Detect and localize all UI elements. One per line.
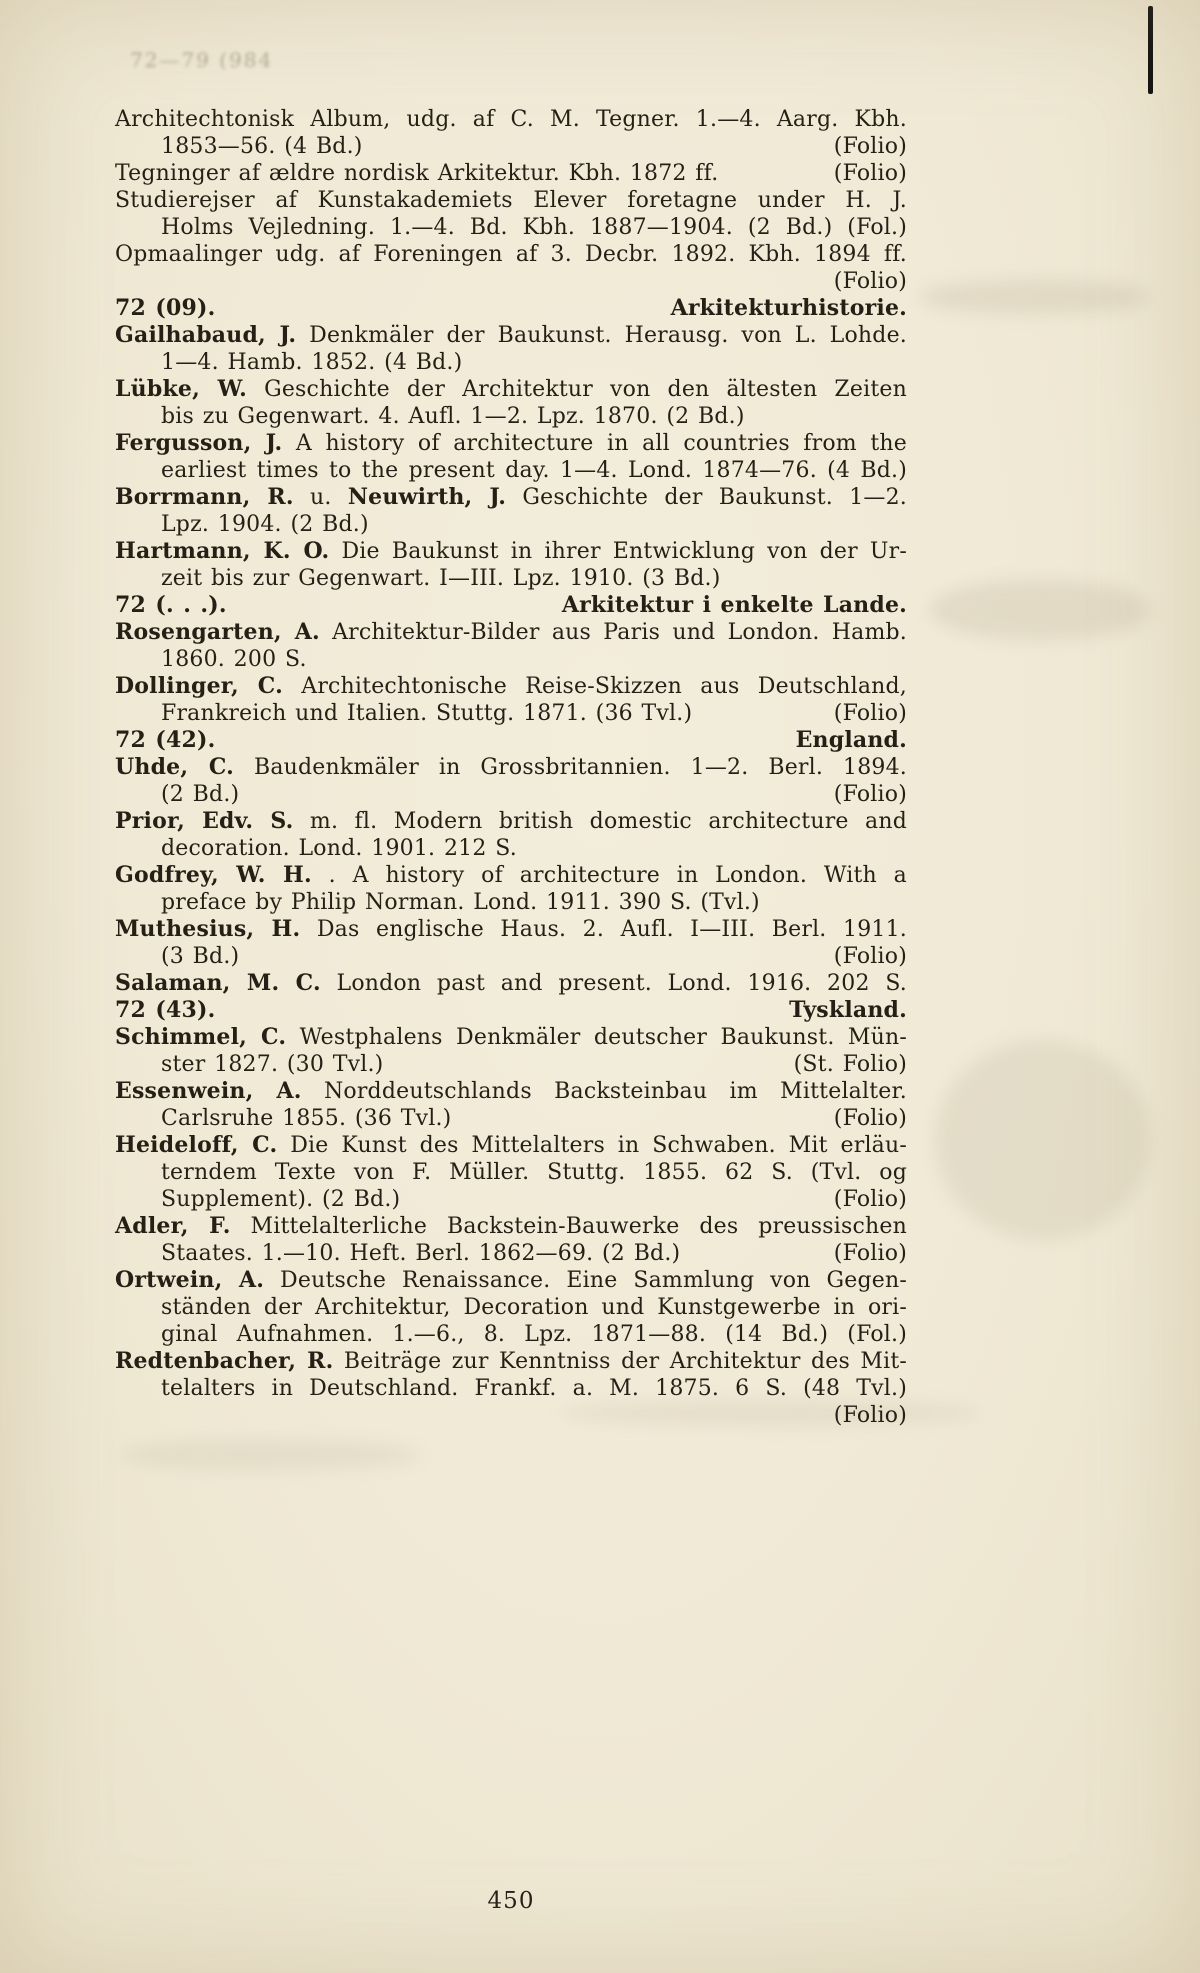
- line-main: [115, 620, 907, 645]
- line-main: [115, 863, 907, 888]
- entry-line: [115, 430, 907, 457]
- entry-line: [115, 160, 907, 187]
- entry-text: Geschichte der Architektur von den ältesten Zeiten: [247, 377, 908, 402]
- entry-line: [115, 1213, 907, 1240]
- line-main: [161, 943, 239, 970]
- entry-line: [115, 187, 907, 214]
- line-main: [161, 836, 517, 861]
- bleedthrough-mark: [935, 1040, 1150, 1240]
- author-name: Fergusson, J.: [115, 430, 283, 456]
- line-main: [161, 700, 692, 727]
- entry-line: [115, 970, 907, 997]
- entry-line: [115, 1051, 907, 1078]
- author-name: Salaman, M. C.: [115, 970, 321, 996]
- bleedthrough-mark: [120, 1440, 420, 1470]
- line-main: [161, 404, 745, 429]
- section-heading-row: [115, 295, 907, 322]
- line-main: [115, 1133, 907, 1158]
- folio-note: (Folio): [833, 134, 907, 159]
- entry-line: [115, 943, 907, 970]
- entry-text: Beiträge zur Kenntniss der Architektur des Mit-: [333, 1349, 907, 1374]
- entry-line: [115, 268, 907, 295]
- section-title: Tyskland.: [789, 997, 907, 1023]
- entry-line: [115, 1159, 907, 1186]
- line-main: [161, 1051, 383, 1078]
- entry-text: Norddeutschlands Backsteinbau im Mittelalter.: [301, 1079, 907, 1104]
- author-name: Adler, F.: [115, 1213, 231, 1239]
- entry-text: ster 1827. (30 Tvl.): [161, 1052, 384, 1077]
- line-main: [115, 295, 215, 322]
- line-main: [115, 242, 907, 267]
- entry-line: [115, 484, 907, 511]
- entry-text: A history of architecture in all countries from the: [282, 431, 908, 456]
- author-name: Neuwirth, J.: [347, 484, 507, 510]
- entry-line: [115, 1294, 907, 1321]
- line-main: [161, 566, 721, 591]
- entry-line: [115, 376, 907, 403]
- bleedthrough-text: 72—79 (984: [129, 48, 274, 72]
- entry-text: (2 Bd.): [161, 782, 240, 807]
- line-main: [115, 323, 907, 348]
- folio-note: (Folio): [833, 161, 907, 186]
- line-main: [115, 431, 907, 456]
- entry-text: (3 Bd.): [161, 944, 240, 969]
- entry-line: [115, 133, 907, 160]
- line-main: [115, 107, 907, 132]
- author-name: Heideloff, C.: [115, 1132, 278, 1158]
- entry-line: [115, 1240, 907, 1267]
- entry-text: . A history of architecture in London. With a: [311, 863, 907, 888]
- author-name: Muthesius, H.: [115, 916, 301, 942]
- line-main: [161, 512, 369, 537]
- entry-line: [115, 754, 907, 781]
- line-main: [161, 1240, 680, 1267]
- entry-line: [115, 322, 907, 349]
- section-title: Arkitektur i enkelte Lande.: [561, 592, 907, 618]
- line-main: [161, 1322, 907, 1347]
- entry-line: [115, 511, 907, 538]
- entry-text: Lpz. 1904. (2 Bd.): [161, 512, 369, 537]
- entry-text: Holms Vejledning. 1.—4. Bd. Kbh. 1887—1904. (2 Bd.) (Fol.): [161, 215, 907, 240]
- entry-line: [115, 1348, 907, 1375]
- entry-line: [115, 106, 907, 133]
- entry-text: zeit bis zur Gegenwart. I—III. Lpz. 1910. (3 Bd.): [161, 566, 721, 591]
- author-name: Gailhabaud, J.: [115, 322, 297, 348]
- line-main: [115, 674, 907, 699]
- line-main: [115, 997, 215, 1024]
- entry-text: ständen der Architektur, Decoration und Kunstgewerbe in ori-: [161, 1295, 907, 1320]
- entry-text: Mittelalterliche Backstein-Bauwerke des preussischen: [230, 1214, 907, 1239]
- entry-text: Die Kunst des Mittelalters in Schwaben. Mit erläu-: [277, 1133, 907, 1158]
- entry-text: m. fl. Modern british domestic architecture and: [293, 809, 908, 834]
- entry-line: [115, 457, 907, 484]
- section-heading-row: [115, 997, 907, 1024]
- entry-text: London past and present. Lond. 1916. 202 S.: [320, 971, 908, 996]
- line-main: [161, 1105, 451, 1132]
- author-name: Lübke, W.: [115, 376, 248, 402]
- line-main: [161, 890, 760, 915]
- entry-text: Die Baukunst in ihrer Entwicklung von der Ur-: [329, 539, 907, 564]
- entry-text: telalters in Deutschland. Frankf. a. M. 1875. 6 S. (48 Tvl.): [161, 1376, 907, 1401]
- line-main: [161, 458, 907, 483]
- entry-text: Frankreich und Italien. Stuttg. 1871. (36 Tvl.): [161, 701, 693, 726]
- entry-text: Architechtonische Reise-Skizzen aus Deutschland,: [282, 674, 907, 699]
- author-name: Prior, Edv. S.: [115, 808, 294, 834]
- classification-number: 72 (43).: [115, 997, 216, 1023]
- entry-line: [115, 1078, 907, 1105]
- author-name: Hartmann, K. O.: [115, 538, 330, 564]
- author-name: Borrmann, R.: [115, 484, 294, 510]
- entry-line: [115, 1024, 907, 1051]
- entry-line: [115, 808, 907, 835]
- line-main: [161, 215, 907, 240]
- folio-note: (Folio): [833, 1187, 907, 1212]
- entry-line: [115, 403, 907, 430]
- line-main: [161, 1295, 907, 1320]
- bleedthrough-mark: [930, 580, 1150, 640]
- entry-line: [115, 916, 907, 943]
- entry-line: [115, 1402, 907, 1429]
- author-name: Schimmel, C.: [115, 1024, 287, 1050]
- page-number: 450: [487, 1888, 535, 1914]
- entry-text: Baudenkmäler in Grossbritannien. 1—2. Berl. 1894.: [234, 755, 907, 780]
- author-name: Redtenbacher, R.: [115, 1348, 334, 1374]
- entry-line: [115, 1267, 907, 1294]
- entry-line: [115, 673, 907, 700]
- author-name: Essenwein, A.: [115, 1078, 302, 1104]
- bleedthrough-mark: [920, 280, 1150, 314]
- entry-line: [115, 349, 907, 376]
- author-name: Uhde, C.: [115, 754, 235, 780]
- line-main: [115, 485, 907, 510]
- entry-line: [115, 538, 907, 565]
- entry-line: [115, 781, 907, 808]
- author-name: Dollinger, C.: [115, 673, 283, 699]
- entry-text: 1—4. Hamb. 1852. (4 Bd.): [161, 350, 463, 375]
- entry-line: [115, 700, 907, 727]
- line-main: [161, 1186, 400, 1213]
- line-main: [115, 971, 907, 996]
- entry-line: [115, 1375, 907, 1402]
- line-main: [115, 1268, 907, 1293]
- entry-line: [115, 835, 907, 862]
- entry-line: [115, 565, 907, 592]
- line-main: [115, 539, 907, 564]
- line-main: [161, 1160, 907, 1185]
- entry-text: Architektur-Bilder aus Paris und London. Hamb.: [319, 620, 907, 645]
- line-main: [161, 1376, 907, 1401]
- entry-text: 1860. 200 S.: [161, 647, 307, 672]
- entry-line: [115, 241, 907, 268]
- entry-text: bis zu Gegenwart. 4. Aufl. 1—2. Lpz. 1870. (2 Bd.): [161, 404, 745, 429]
- author-name: Rosengarten, A.: [115, 619, 320, 645]
- entry-text: Supplement). (2 Bd.): [161, 1187, 401, 1212]
- line-main: [115, 727, 215, 754]
- catalog-text-block: [115, 106, 907, 1429]
- entry-text: Staates. 1.—10. Heft. Berl. 1862—69. (2 Bd.): [161, 1241, 681, 1266]
- line-main: [115, 377, 907, 402]
- entry-line: [115, 619, 907, 646]
- entry-text: Denkmäler der Baukunst. Herausg. von L. Lohde.: [296, 323, 907, 348]
- entry-text: u.: [293, 485, 348, 510]
- line-main: [161, 133, 363, 160]
- entry-text: Architechtonisk Album, udg. af C. M. Tegner. 1.—4. Aarg. Kbh.: [115, 107, 907, 132]
- entry-text: Das englische Haus. 2. Aufl. I—III. Berl. 1911.: [300, 917, 907, 942]
- section-heading-row: [115, 592, 907, 619]
- line-main: [115, 188, 907, 213]
- entry-text: Deutsche Renaissance. Eine Sammlung von Gegen-: [264, 1268, 907, 1293]
- entry-text: Geschichte der Baukunst. 1—2.: [506, 485, 907, 510]
- entry-text: terndem Texte von F. Müller. Stuttg. 1855. 62 S. (Tvl. og: [161, 1160, 907, 1185]
- line-main: [161, 781, 239, 808]
- line-main: [115, 755, 907, 780]
- folio-note: (Folio): [833, 782, 907, 807]
- entry-line: [115, 889, 907, 916]
- entry-text: preface by Philip Norman. Lond. 1911. 390 S. (Tvl.): [161, 890, 760, 915]
- line-main: [115, 1025, 907, 1050]
- section-title: England.: [795, 727, 907, 753]
- entry-text: Studierejser af Kunstakademiets Elever foretagne under H. J.: [115, 188, 907, 213]
- folio-note: (Folio): [833, 1403, 907, 1428]
- entry-text: Tegninger af ældre nordisk Arkitektur. Kbh. 1872 ff.: [115, 161, 719, 186]
- entry-text: decoration. Lond. 1901. 212 S.: [161, 836, 517, 861]
- line-main: [161, 647, 307, 672]
- folio-note: (Folio): [833, 701, 907, 726]
- line-main: [115, 917, 907, 942]
- author-name: Godfrey, W. H.: [115, 862, 312, 888]
- line-main: [115, 1214, 907, 1239]
- author-name: Ortwein, A.: [115, 1267, 265, 1293]
- line-main: [115, 1079, 907, 1104]
- section-title: Arkitekturhistorie.: [670, 295, 907, 321]
- section-heading-row: [115, 727, 907, 754]
- line-main: [115, 1349, 907, 1374]
- folio-note: (Folio): [833, 944, 907, 969]
- folio-note: (Folio): [833, 1241, 907, 1266]
- entry-line: [115, 1105, 907, 1132]
- classification-number: 72 (42).: [115, 727, 216, 753]
- line-main: [115, 592, 227, 619]
- classification-number: 72 (. . .).: [115, 592, 227, 618]
- entry-line: [115, 214, 907, 241]
- entry-text: ginal Aufnahmen. 1.—6., 8. Lpz. 1871—88. (14 Bd.) (Fol.): [161, 1322, 907, 1347]
- line-main: [115, 160, 718, 187]
- folio-note: (Folio): [833, 269, 907, 294]
- line-main: [115, 809, 907, 834]
- entry-text: 1853—56. (4 Bd.): [161, 134, 363, 159]
- classification-number: 72 (09).: [115, 295, 216, 321]
- entry-line: [115, 1132, 907, 1159]
- folio-note: (Folio): [833, 1106, 907, 1131]
- line-main: [161, 350, 462, 375]
- entry-line: [115, 646, 907, 673]
- entry-line: [115, 862, 907, 889]
- entry-text: Westphalens Denkmäler deutscher Baukunst. Mün-: [286, 1025, 907, 1050]
- entry-line: [115, 1321, 907, 1348]
- entry-text: Opmaalinger udg. af Foreningen af 3. Decbr. 1892. Kbh. 1894 ff.: [115, 242, 907, 267]
- entry-text: Carlsruhe 1855. (36 Tvl.): [161, 1106, 452, 1131]
- scan-artifact-bar: [1148, 6, 1153, 94]
- folio-note: (St. Folio): [793, 1052, 907, 1077]
- entry-line: [115, 1186, 907, 1213]
- entry-text: earliest times to the present day. 1—4. Lond. 1874—76. (4 Bd.): [161, 458, 907, 483]
